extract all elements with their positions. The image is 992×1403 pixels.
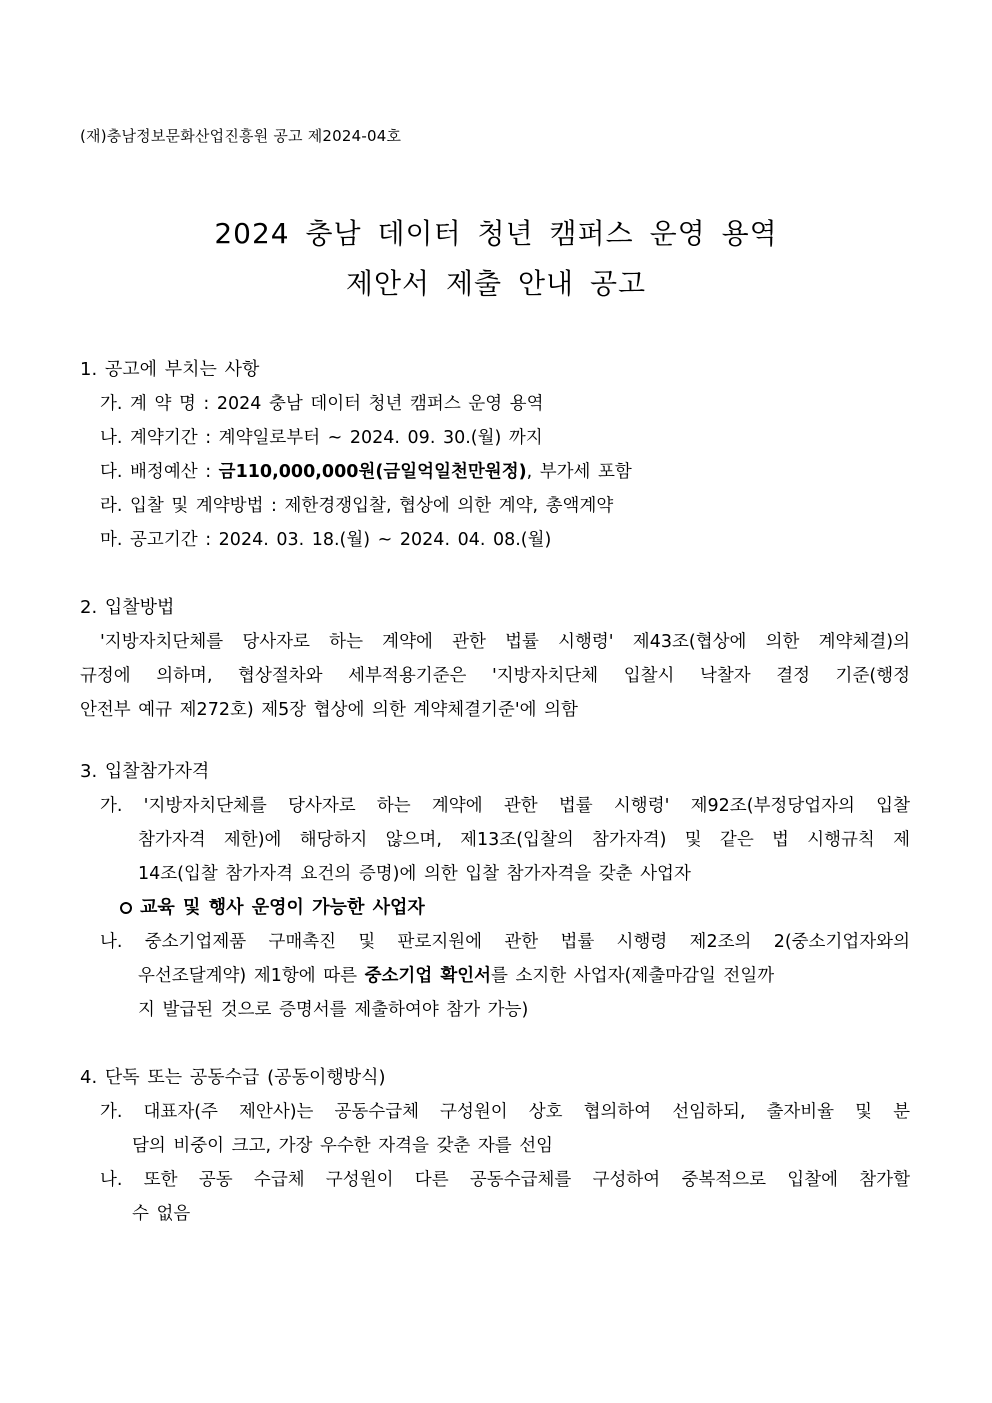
section-4-item-b-line-1: 나. 또한 공동 수급체 구성원이 다른 공동수급체를 구성하여 중복적으로 입찰에 참가할 — [100, 1170, 910, 1190]
section-3-item-b-line-2 — [138, 964, 910, 988]
section-4-item-b-line-2: 수 없음 — [132, 1204, 191, 1224]
section-2-heading: 2. 입찰방법 — [80, 597, 175, 618]
section-4-item-a-line-2: 담의 비중이 크고, 가장 우수한 자격을 갖춘 자를 선임 — [132, 1136, 554, 1156]
section-2-line-1: '지방자치단체를 당사자로 하는 계약에 관한 법률 시행령' 제43조(협상에 의한 계약체결)의 — [100, 632, 910, 652]
section-3-item-a-line-1: 가. '지방자치단체를 당사자로 하는 계약에 관한 법률 시행령' 제92조(부정당업자의 입찰 — [100, 796, 910, 816]
section-1-item-e: 마. 공고기간 : 2024. 03. 18.(월) ~ 2024. 04. 08.(월) — [100, 530, 552, 550]
sme-certificate-text: 중소기업 확인서 — [364, 966, 492, 986]
section-3-heading: 3. 입찰참가자격 — [80, 761, 210, 782]
section-1-item-b: 나. 계약기간 : 계약일로부터 ~ 2024. 09. 30.(월) 까지 — [100, 428, 543, 448]
item-b-line2-prefix: 우선조달계약) 제1항에 따른 — [138, 966, 365, 986]
item-b-line2-suffix: 를 소지한 사업자(제출마감일 전일까 — [491, 966, 775, 986]
notice-number: (재)충남정보문화산업진흥원 공고 제2024-04호 — [80, 127, 402, 145]
budget-prefix: 다. 배정예산 : — [100, 462, 219, 482]
section-3-bullet — [120, 896, 425, 920]
section-1-item-c — [100, 460, 632, 484]
section-3-item-a-line-3: 14조(입찰 참가자격 요건의 증명)에 의한 입찰 참가자격을 갖춘 사업자 — [138, 864, 691, 884]
document-title-line2: 제안서 제출 안내 공고 — [345, 267, 647, 300]
section-3-bullet-text: 교육 및 행사 운영이 가능한 사업자 — [140, 897, 425, 918]
section-3-item-a-line-2: 참가자격 제한)에 해당하지 않으며, 제13조(입찰의 참가자격) 및 같은 법 시행규칙 제 — [138, 830, 910, 850]
section-4-item-a-line-1: 가. 대표자(주 제안사)는 공동수급체 구성원이 상호 협의하여 선임하되, 출자비율 및 분 — [100, 1102, 910, 1122]
document-title-line1: 2024 충남 데이터 청년 캠퍼스 운영 용역 — [214, 217, 778, 250]
section-4-heading: 4. 단독 또는 공동수급 (공동이행방식) — [80, 1067, 386, 1088]
section-2-line-2: 규정에 의하며, 협상절차와 세부적용기준은 '지방자치단체 입찰시 낙찰자 결정 기준(행정 — [80, 666, 910, 686]
budget-amount: 금110,000,000원(금일억일천만원정) — [218, 462, 527, 482]
section-2-line-3: 안전부 예규 제272호) 제5장 협상에 의한 계약체결기준'에 의함 — [80, 700, 578, 720]
section-1-item-a: 가. 계 약 명 : 2024 충남 데이터 청년 캠퍼스 운영 용역 — [100, 394, 544, 414]
section-1-item-d: 라. 입찰 및 계약방법 : 제한경쟁입찰, 협상에 의한 계약, 총액계약 — [100, 496, 614, 516]
section-3-item-b-line-3: 지 발급된 것으로 증명서를 제출하여야 참가 가능) — [138, 1000, 529, 1020]
hollow-circle-bullet-icon — [120, 902, 132, 914]
section-3-item-b-line-1: 나. 중소기업제품 구매촉진 및 판로지원에 관한 법률 시행령 제2조의 2(중소기업자와의 — [100, 932, 910, 952]
section-1-heading: 1. 공고에 부치는 사항 — [80, 359, 260, 380]
budget-suffix: , 부가세 포함 — [526, 462, 632, 482]
